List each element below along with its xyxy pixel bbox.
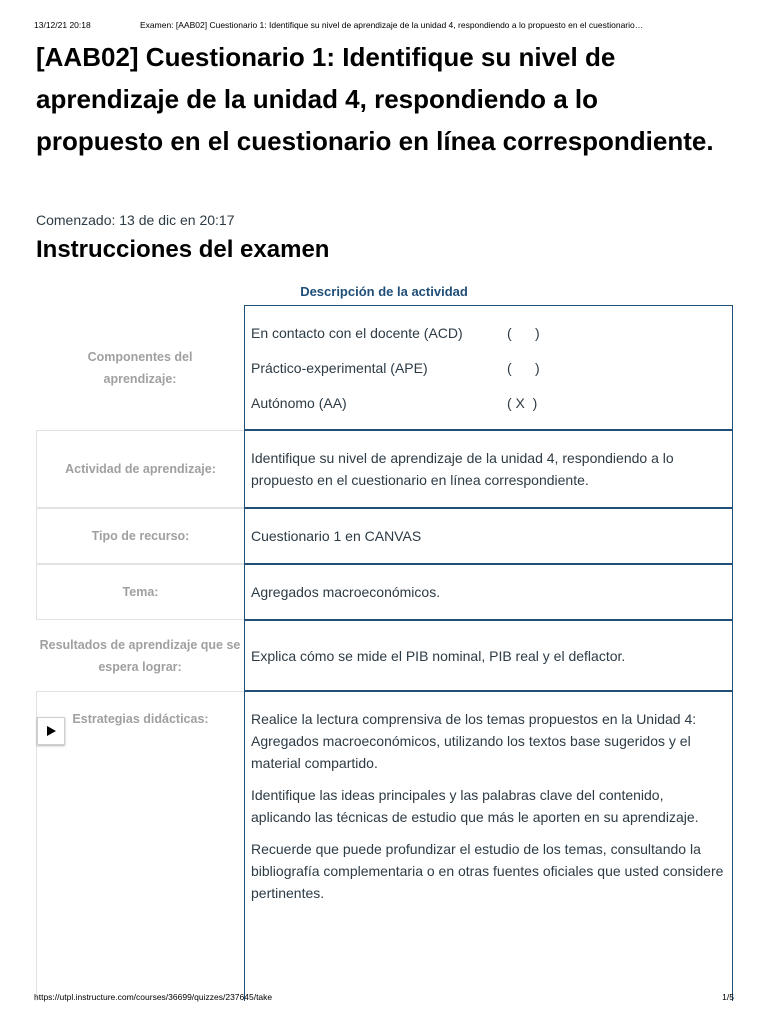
quiz-started: Comenzado: 13 de dic en 20:17 <box>36 212 235 228</box>
components-row <box>36 305 733 430</box>
strategies-row <box>36 691 733 1001</box>
print-footer <box>34 992 734 1002</box>
quiz-title: [AAB02] Cuestionario 1: Identifique su nivel de aprendizaje de la unidad 4, respondiendo a lo propuesto en el cuestionario en línea correspondiente. <box>36 42 714 156</box>
strategies-label: Estrategias didácticas: <box>36 691 244 1001</box>
strategy-paragraph: Realice la lectura comprensiva de los temas propuestos en la Unidad 4: Agregados macroeconómicos, utilizando los textos base sugeridos y el material compartido. <box>251 711 697 771</box>
activity-label: Actividad de aprendizaje: <box>36 430 244 508</box>
strategy-paragraph: Recuerde que puede profundizar el estudio de los temas, consultando la bibliografía complementaria o en otras fuentes oficiales que usted considere pertinentes. <box>251 841 724 901</box>
component-name: Práctico-experimental (APE) <box>251 359 428 376</box>
results-row <box>36 620 733 691</box>
components-label: Componentes del aprendizaje: <box>87 349 193 386</box>
results-value: Explica cómo se mide el PIB nominal, PIB real y el deflactor. <box>244 620 733 691</box>
strategies-value <box>244 691 733 1001</box>
results-label: Resultados de aprendizaje que se espera lograr: <box>39 637 241 674</box>
component-name: En contacto con el docente (ACD) <box>251 324 463 341</box>
component-item <box>251 385 726 420</box>
topic-value: Agregados macroeconómicos. <box>244 564 733 620</box>
activity-row <box>36 430 733 508</box>
strategy-paragraph: Identifique las ideas principales y las palabras clave del contenido, aplicando las técnicas de estudio que más le aporten en su aprendizaje. <box>251 787 699 825</box>
resource-row <box>36 508 733 564</box>
component-name: Autónomo (AA) <box>251 394 347 411</box>
print-page-number: 1/5 <box>722 992 734 1002</box>
component-item <box>251 350 726 385</box>
component-mark: ( ) <box>507 359 540 376</box>
print-timestamp: 13/12/21 20:18 <box>34 20 91 30</box>
components-value <box>244 305 733 430</box>
play-icon <box>46 726 56 736</box>
topic-label: Tema: <box>36 564 244 620</box>
play-button[interactable] <box>37 717 65 745</box>
resource-value: Cuestionario 1 en CANVAS <box>244 508 733 564</box>
topic-row <box>36 564 733 620</box>
table-heading: Descripción de la actividad <box>300 284 468 299</box>
component-mark: ( ) <box>507 324 540 341</box>
component-item <box>251 315 726 350</box>
activity-value: Identifique su nivel de aprendizaje de la unidad 4, respondiendo a lo propuesto en el cuestionario en línea correspondiente. <box>244 430 733 508</box>
print-url: https://utpl.instructure.com/courses/36699/quizzes/237645/take <box>34 992 273 1002</box>
component-mark: ( X ) <box>507 394 538 411</box>
print-doc-title: Examen: [AAB02] Cuestionario 1: Identifique su nivel de aprendizaje de la unidad 4, respondiendo a lo propuesto en el cuestionario… <box>140 20 644 30</box>
print-header <box>34 20 738 30</box>
resource-label: Tipo de recurso: <box>36 508 244 564</box>
instructions-heading: Instrucciones del examen <box>36 236 330 263</box>
